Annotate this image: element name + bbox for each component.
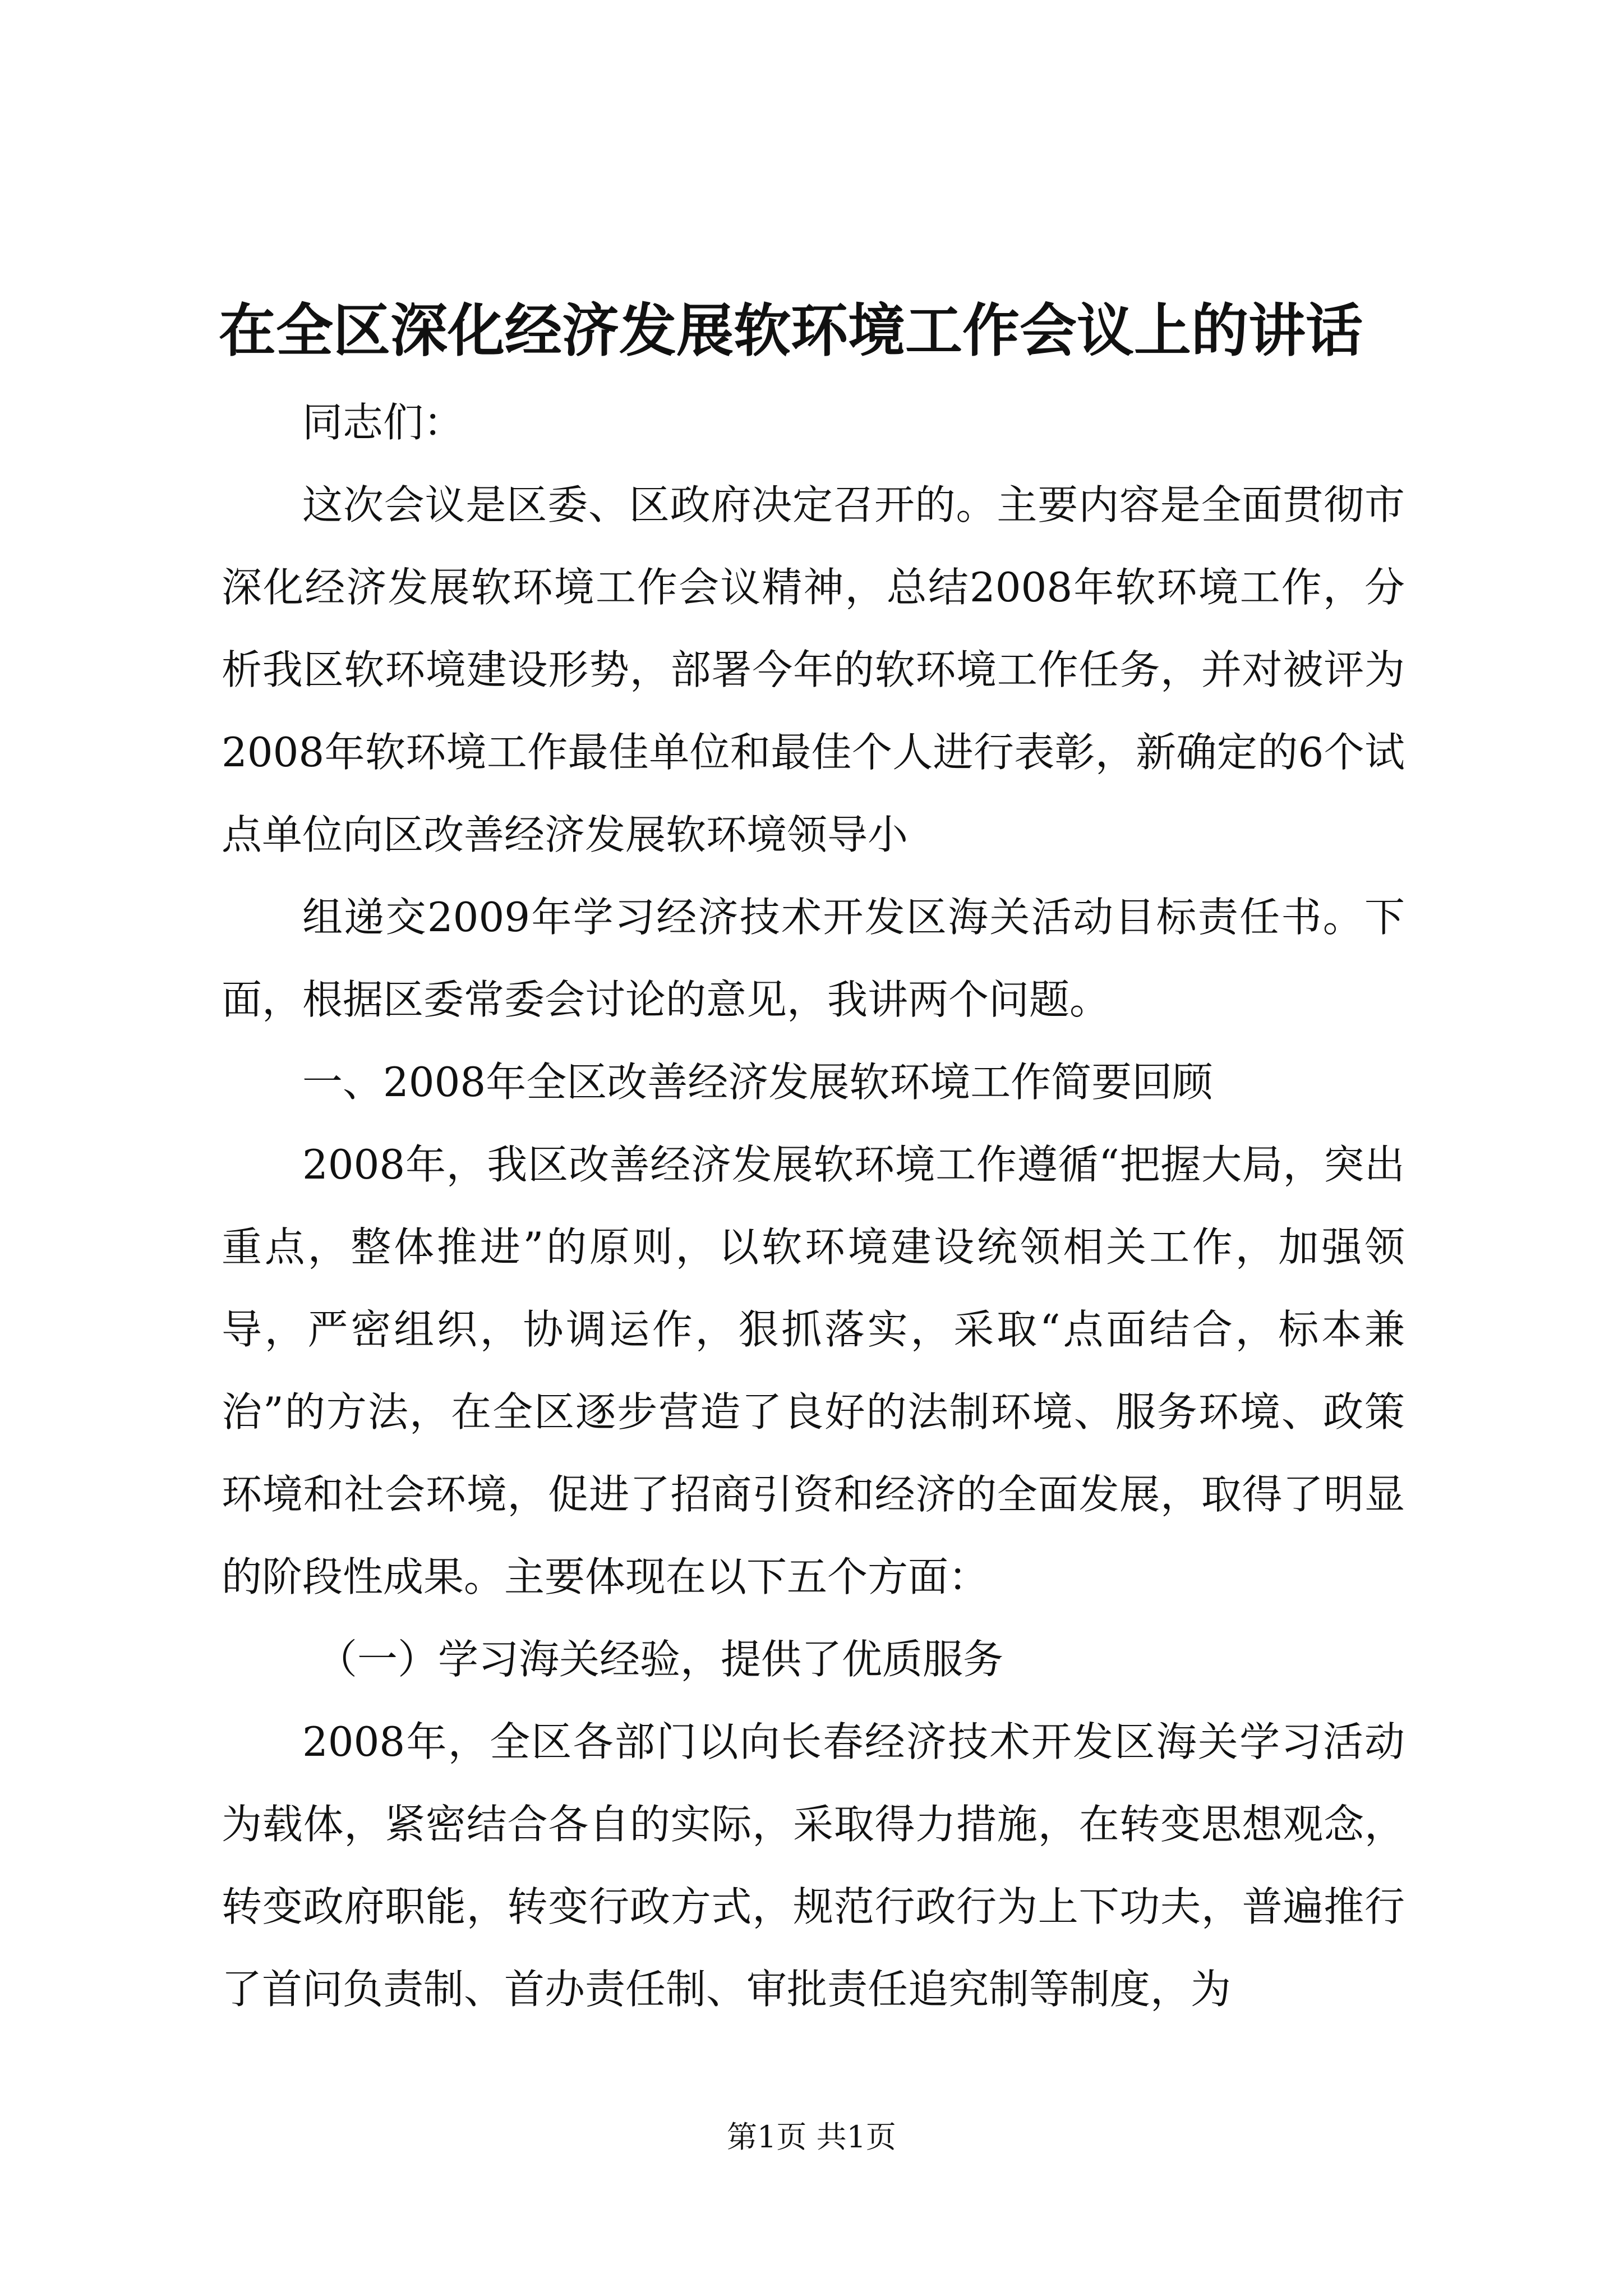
salutation-paragraph: 同志们： <box>302 399 464 446</box>
intro-continued-paragraph: 组递交2009年学习经济技术开发区海关活动目标责任书。下面，根据区委常委会讨论的意见，我讲两个问题。 <box>222 894 1405 1023</box>
review-paragraph: 2008年，我区改善经济发展软环境工作遵循“把握大局，突出重点，整体推进”的原则，以软环境建设统领相关工作，加强领导，严密组织，协调运作，狠抓落实，采取“点面结合，标本兼治”的方法，在全区逐步营造了良好的法制环境、服务环境、政策环境和社会环境，促进了招商引资和经济的全面发展，取得了明显的阶段性成果。主要体现在以下五个方面： <box>222 1141 1405 1600</box>
document-body <box>222 381 1405 2031</box>
section-heading-1: 一、2008年全区改善经济发展软环境工作简要回顾 <box>302 1059 1213 1106</box>
document-title: 在全区深化经济发展软环境工作会议上的讲话 <box>219 297 1363 365</box>
page-footer: 第1页 共1页 <box>727 2119 896 2155</box>
subsection-heading-1: （一）学习海关经验，提供了优质服务 <box>317 1636 1004 1683</box>
intro-paragraph: 这次会议是区委、区政府决定召开的。主要内容是全面贯彻市深化经济发展软环境工作会议精神，总结2008年软环境工作，分析我区软环境建设形势，部署今年的软环境工作任务，并对被评为2008年软环境工作最佳单位和最佳个人进行表彰，新确定的6个试点单位向区改善经济发展软环境领导小 <box>222 481 1405 858</box>
subsection-paragraph-1: 2008年，全区各部门以向长春经济技术开发区海关学习活动为载体，紧密结合各自的实际，采取得力措施，在转变思想观念，转变政府职能，转变行政方式，规范行政行为上下功夫，普遍推行了首问负责制、首办责任制、审批责任追究制等制度，为 <box>222 1718 1405 2013</box>
